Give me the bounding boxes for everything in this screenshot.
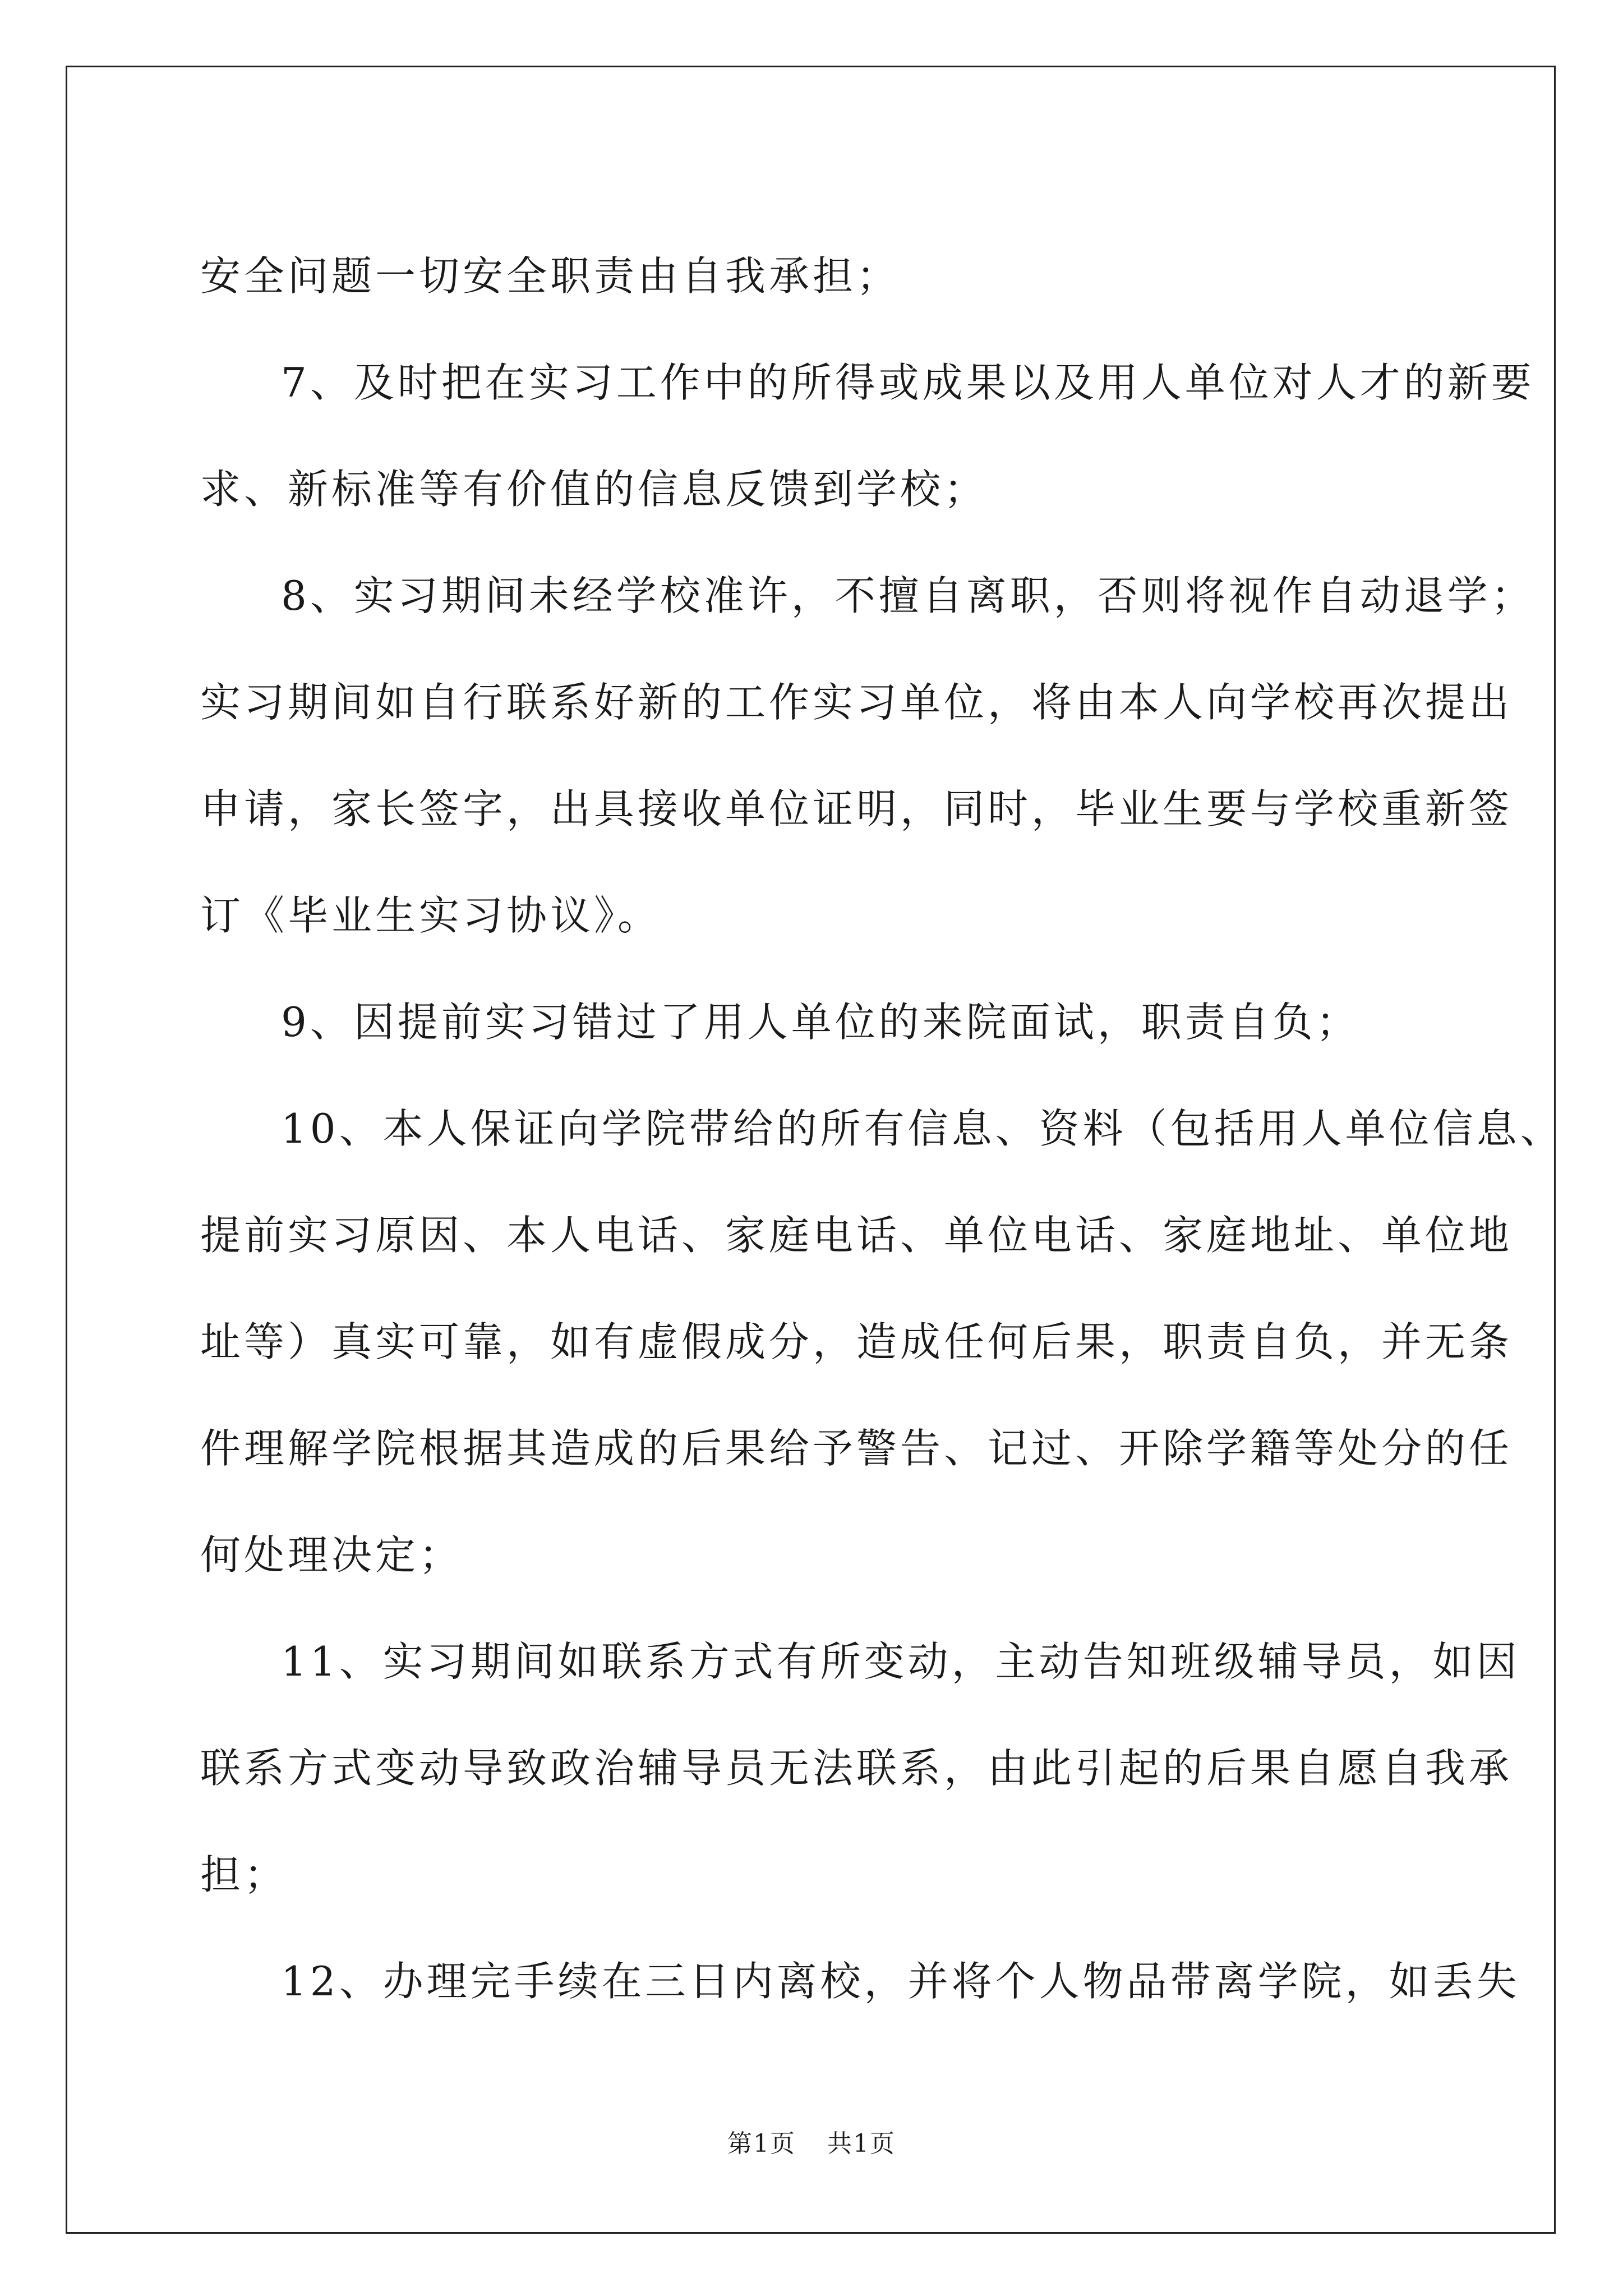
text-line: 址等）真实可靠，如有虚假成分，造成任何后果，职责自负，并无条	[200, 1318, 1513, 1365]
document-body	[200, 223, 1564, 2035]
text-line: 实习期间如自行联系好新的工作实习单位，将由本人向学校再次提出	[200, 679, 1513, 726]
text-line: 10、本人保证向学院带给的所有信息、资料（包括用人单位信息、	[281, 1105, 1564, 1152]
page-total: 共1页	[827, 2129, 896, 2158]
text-line: 申请，家长签字，出具接收单位证明，同时，毕业生要与学校重新签	[200, 785, 1513, 832]
text-line: 求、新标准等有价值的信息反馈到学校；	[200, 466, 988, 513]
text-line: 7、及时把在实习工作中的所得或成果以及用人单位对人才的新要	[281, 359, 1535, 406]
text-line: 12、办理完手续在三日内离校，并将个人物品带离学院，如丢失	[281, 1958, 1520, 2005]
page-number: 第1页	[727, 2129, 796, 2158]
text-line: 提前实习原因、本人电话、家庭电话、单位电话、家庭地址、单位地	[200, 1212, 1513, 1259]
page-footer	[0, 2127, 1623, 2161]
text-line: 11、实习期间如联系方式有所变动，主动告知班级辅导员，如因	[281, 1638, 1520, 1685]
text-line: 担；	[200, 1851, 288, 1898]
text-line: 件理解学院根据其造成的后果给予警告、记过、开除学籍等处分的任	[200, 1425, 1513, 1472]
text-line: 9、因提前实习错过了用人单位的来院面试，职责自负；	[281, 999, 1360, 1046]
text-line: 联系方式变动导致政治辅导员无法联系，由此引起的后果自愿自我承	[200, 1745, 1513, 1792]
text-line: 何处理决定；	[200, 1531, 463, 1579]
text-line: 安全问题一切安全职责由自我承担；	[200, 252, 901, 300]
text-line: 订《毕业生实习协议》。	[200, 892, 662, 939]
text-line: 8、实习期间未经学校准许，不擅自离职，否则将视作自动退学；	[281, 572, 1535, 619]
